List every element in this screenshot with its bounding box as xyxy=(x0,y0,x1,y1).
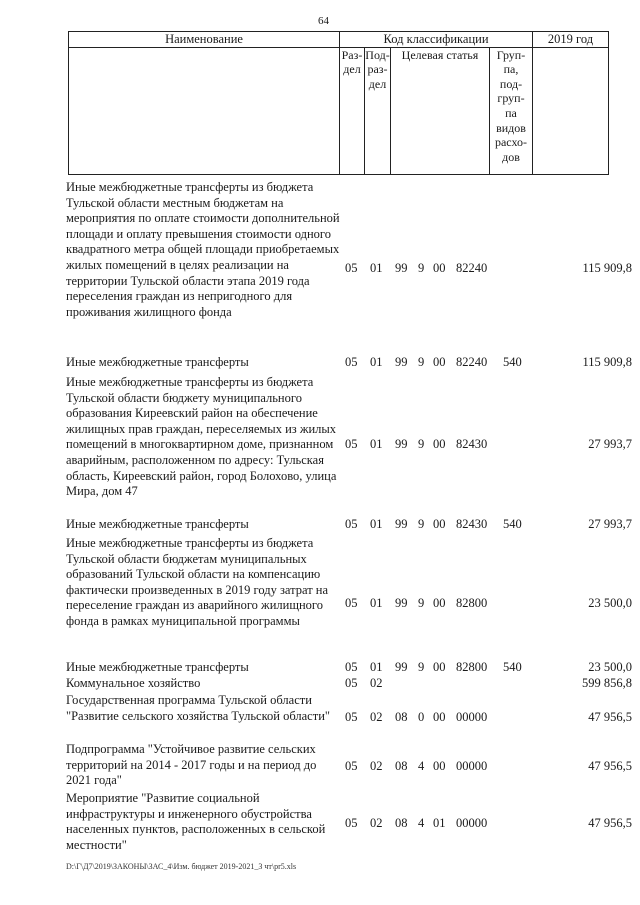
row-expense-group: 540 xyxy=(503,355,522,369)
row-target-program: 99 xyxy=(395,437,408,451)
row-target-direction: 82430 xyxy=(456,517,488,531)
row-section: 05 xyxy=(345,816,358,830)
row-amount: 27 993,7 xyxy=(588,517,632,531)
row-amount: 23 500,0 xyxy=(588,660,632,674)
row-name: Иные межбюджетные трансферты из бюджета Тульской области местным бюджетам на мероприятия по оплате стоимости дополнительной площади и оплату превышения стоимости одного квадратного метра общей площади приобретаемых жилых помещений в целях реализации на территории Тульской области этапа 2019 года переселения граждан из непригодного для проживания жилищного фонда xyxy=(66,180,340,319)
row-target-subprogram: 9 xyxy=(418,437,425,451)
row-amount: 115 909,8 xyxy=(582,355,632,369)
row-section: 05 xyxy=(345,355,358,369)
row-target-direction: 82800 xyxy=(456,660,488,674)
row-target-measure: 00 xyxy=(433,710,446,724)
row-target-measure: 00 xyxy=(433,660,446,674)
row-target-measure: 00 xyxy=(433,355,446,369)
row-expense-group: 540 xyxy=(503,517,522,531)
row-amount: 47 956,5 xyxy=(588,710,632,724)
row-target-program: 08 xyxy=(395,759,408,773)
table-header xyxy=(68,31,609,175)
row-subsection: 01 xyxy=(370,596,383,610)
row-target-subprogram: 0 xyxy=(418,710,425,724)
row-target-measure: 01 xyxy=(433,816,446,830)
row-target-subprogram: 4 xyxy=(418,816,425,830)
row-expense-group: 540 xyxy=(503,660,522,674)
row-target-direction: 00000 xyxy=(456,759,488,773)
row-subsection: 02 xyxy=(370,759,383,773)
row-target-subprogram: 9 xyxy=(418,355,425,369)
row-section: 05 xyxy=(345,437,358,451)
row-target-subprogram: 9 xyxy=(418,596,425,610)
row-amount: 115 909,8 xyxy=(582,261,632,275)
header-code: Код классификации xyxy=(340,32,533,48)
row-name: Коммунальное хозяйство xyxy=(66,676,201,690)
footer-path: D:\Г\Д7\2019\ЗАКОНЫ\ЗАС_4\Изм. бюджет 2019-2021_3 чт\pr5.xls xyxy=(66,862,297,871)
header-group: Груп- па, под- груп- па видов расхо- дов xyxy=(490,47,533,174)
row-target-subprogram: 9 xyxy=(418,261,425,275)
row-subsection: 02 xyxy=(370,816,383,830)
row-section: 05 xyxy=(345,660,358,674)
row-amount: 47 956,5 xyxy=(588,759,632,773)
row-subsection: 01 xyxy=(370,355,383,369)
row-target-program: 99 xyxy=(395,517,408,531)
row-target-program: 08 xyxy=(395,710,408,724)
row-target-subprogram: 9 xyxy=(418,660,425,674)
row-target-direction: 82240 xyxy=(456,261,488,275)
row-name: Иные межбюджетные трансферты из бюджета Тульской области бюджету муниципального образования Киреевский район на обеспечение жилищных прав граждан, переселяемых из жилых помещений в многоквартирном доме, признанном аварийным, расположенном по адресу: Тульская область, Киреевский район, город Болохово, улица Мира, дом 47 xyxy=(66,375,337,499)
row-target-measure: 00 xyxy=(433,517,446,531)
row-target-direction: 00000 xyxy=(456,710,488,724)
row-amount: 47 956,5 xyxy=(588,816,632,830)
header-year: 2019 год xyxy=(533,32,609,48)
row-section: 05 xyxy=(345,676,358,690)
row-name: Иные межбюджетные трансферты xyxy=(66,355,249,369)
row-section: 05 xyxy=(345,517,358,531)
row-target-direction: 82800 xyxy=(456,596,488,610)
row-target-measure: 00 xyxy=(433,596,446,610)
row-name: Подпрограмма "Устойчивое развитие сельских территорий на 2014 - 2017 годы и на период до 2021 года" xyxy=(66,742,317,788)
row-section: 05 xyxy=(345,759,358,773)
row-target-direction: 00000 xyxy=(456,816,488,830)
header-section: Раз- дел xyxy=(340,47,365,174)
row-amount: 599 856,8 xyxy=(582,676,632,690)
row-target-measure: 00 xyxy=(433,437,446,451)
row-section: 05 xyxy=(345,710,358,724)
header-target: Целевая статья xyxy=(391,47,490,174)
row-subsection: 01 xyxy=(370,660,383,674)
row-target-program: 99 xyxy=(395,660,408,674)
row-target-measure: 00 xyxy=(433,759,446,773)
row-amount: 27 993,7 xyxy=(588,437,632,451)
row-name: Иные межбюджетные трансферты из бюджета Тульской области бюджетам муниципальных образований Тульской области на компенсацию фактически произведенных в 2019 году затрат на переселение граждан из аварийного жилищного фонда в рамках муниципальной программы xyxy=(66,536,329,628)
row-subsection: 02 xyxy=(370,710,383,724)
page-number: 64 xyxy=(318,15,329,27)
row-subsection: 01 xyxy=(370,517,383,531)
row-name: Иные межбюджетные трансферты xyxy=(66,517,249,531)
row-name: Иные межбюджетные трансферты xyxy=(66,660,249,674)
row-target-measure: 00 xyxy=(433,261,446,275)
row-target-subprogram: 4 xyxy=(418,759,425,773)
row-target-program: 99 xyxy=(395,355,408,369)
row-amount: 23 500,0 xyxy=(588,596,632,610)
row-target-program: 08 xyxy=(395,816,408,830)
header-name: Наименование xyxy=(69,32,340,48)
row-subsection: 01 xyxy=(370,437,383,451)
row-target-subprogram: 9 xyxy=(418,517,425,531)
row-subsection: 02 xyxy=(370,676,383,690)
row-subsection: 01 xyxy=(370,261,383,275)
row-target-direction: 82240 xyxy=(456,355,488,369)
header-subsection: Под- раз- дел xyxy=(365,47,391,174)
row-target-program: 99 xyxy=(395,261,408,275)
row-name: Мероприятие "Развитие социальной инфраструктуры и инженерного обустройства населенных пунктов, расположенных в сельской местности" xyxy=(66,791,326,852)
row-name: Государственная программа Тульской области "Развитие сельского хозяйства Тульской области" xyxy=(66,693,330,723)
row-target-direction: 82430 xyxy=(456,437,488,451)
row-section: 05 xyxy=(345,261,358,275)
row-section: 05 xyxy=(345,596,358,610)
row-target-program: 99 xyxy=(395,596,408,610)
